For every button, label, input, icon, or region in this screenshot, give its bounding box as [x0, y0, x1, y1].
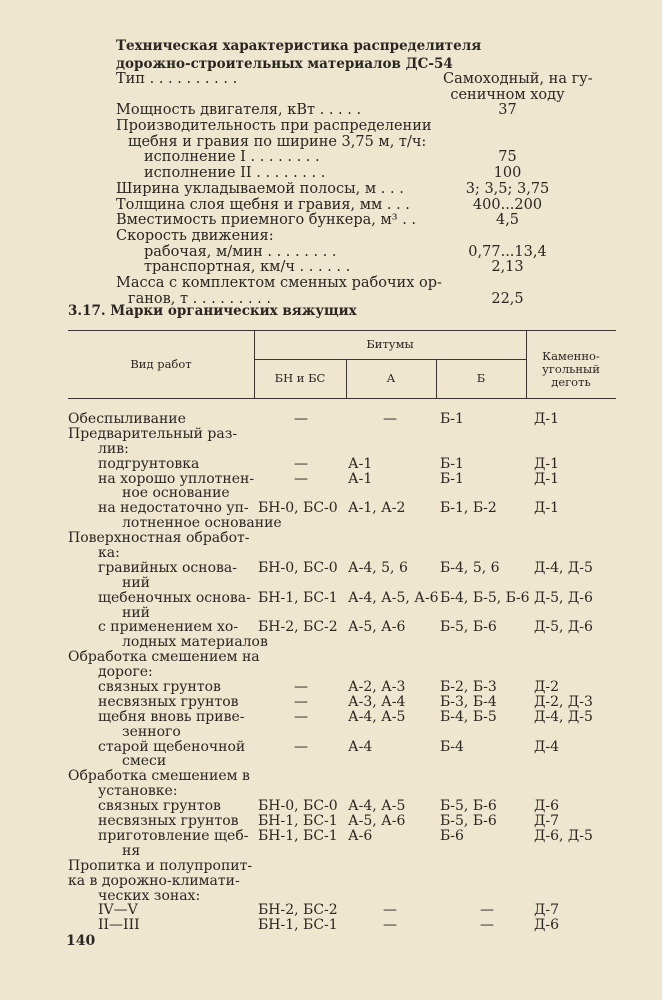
work-type-cell: гравийных основа- [98, 559, 237, 576]
table-row [68, 680, 628, 695]
work-type-cell: щебня вновь приве- [98, 708, 245, 725]
spec-label: исполнение I . . . . . . . . [144, 149, 320, 166]
work-type-cell: Поверхностная обработ- [68, 530, 250, 547]
spec-label: щебня и гравия по ширине 3,75 м, т/ч: [128, 133, 427, 150]
bitumen-b-cell: Б-3, Б-4 [440, 693, 497, 710]
tar-cell: Д-1 [534, 470, 560, 487]
table-top-rule [68, 330, 616, 331]
bitumen-b-cell: Б-2, Б-3 [440, 679, 497, 696]
bn-bs-cell: БН-1, БС-1 [258, 917, 338, 934]
spec-value: 37 [498, 102, 517, 119]
tar-cell: Д-2 [534, 679, 560, 696]
bn-bs-cell: — [294, 411, 308, 427]
bn-bs-cell: — [294, 693, 308, 710]
table-row [68, 606, 628, 621]
table-row [68, 889, 628, 904]
work-type-cell: ное основание [122, 485, 230, 502]
spec-row [116, 103, 586, 119]
bn-bs-cell: БН-1, БС-1 [258, 813, 338, 830]
header-tar-line2: угольный [542, 362, 600, 376]
spec-label: Скорость движения: [116, 227, 274, 244]
table-row [68, 740, 628, 755]
bitumen-a-cell: — [383, 411, 397, 427]
header-bitumens: Битумы [366, 337, 414, 351]
table-row [68, 859, 628, 874]
table-row [68, 561, 628, 576]
tar-cell: Д-4, Д-5 [534, 708, 593, 725]
tar-cell: Д-4 [534, 738, 560, 755]
table-row [68, 784, 628, 799]
spec-row [116, 150, 586, 166]
tar-cell: Д-1 [534, 411, 560, 427]
spec-value: 400...200 [472, 196, 543, 213]
tar-cell: Д-7 [534, 813, 560, 830]
table-row [68, 844, 628, 859]
spec-label: Тип . . . . . . . . . . [116, 71, 238, 87]
tar-cell: Д-6, Д-5 [534, 827, 593, 844]
work-type-cell: дороге: [98, 664, 153, 681]
table-row [68, 769, 628, 784]
spec-value: 75 [498, 149, 517, 166]
table-row [68, 918, 628, 933]
table-row [68, 620, 628, 635]
table-row [68, 472, 628, 487]
table-row [68, 635, 628, 650]
bn-bs-cell: БН-2, БС-2 [258, 902, 338, 919]
bn-bs-cell: — [294, 455, 308, 472]
spec-label: Вместимость приемного бункера, м³ . . [116, 212, 417, 229]
spec-row [116, 135, 586, 151]
tar-cell: Д-5, Д-6 [534, 589, 593, 606]
section-title: 3.17. Марки органических вяжущих [68, 303, 357, 319]
spec-label: ганов, т . . . . . . . . . [128, 290, 272, 307]
work-type-cell: ка в дорожно-климати- [68, 872, 240, 889]
spec-label: исполнение II . . . . . . . . [144, 165, 326, 182]
page-number: 140 [66, 933, 96, 949]
bitumen-b-cell: Б-1 [440, 470, 464, 487]
spec-row [116, 71, 593, 88]
spec-value: 3; 3,5; 3,75 [465, 180, 550, 197]
bitumen-a-cell: А-1 [348, 470, 373, 487]
bn-bs-cell: — [294, 708, 308, 725]
spec-row [116, 276, 586, 292]
work-type-cell: щебеночных основа- [98, 589, 251, 606]
spec-row [116, 260, 586, 276]
table-row [68, 501, 628, 516]
spec-title-line1: Техническая характеристика распределителя [116, 38, 482, 54]
table-row [68, 486, 628, 501]
table-row [68, 874, 628, 889]
tar-cell: Д-7 [534, 902, 560, 919]
header-mid-rule [254, 359, 526, 360]
bn-bs-cell: БН-0, БС-0 [258, 798, 338, 815]
work-type-cell: Обработка смешением в [68, 768, 250, 785]
table-row [68, 814, 628, 829]
work-type-cell: смеси [122, 753, 167, 770]
bitumen-a-cell: — [383, 902, 397, 919]
spec-value: сеничном ходу [450, 86, 565, 103]
work-type-cell: установке: [98, 783, 178, 800]
bitumen-a-cell: А-4, 5, 6 [348, 559, 408, 576]
bn-bs-cell: БН-0, БС-0 [258, 559, 338, 576]
work-type-cell: связных грунтов [98, 679, 221, 696]
spec-label: Мощность двигателя, кВт . . . . . [116, 102, 362, 119]
bitumen-a-cell: А-3, А-4 [348, 693, 406, 710]
bitumen-a-cell: А-5, А-6 [348, 619, 406, 636]
work-type-cell: ческих зонах: [98, 887, 201, 904]
spec-value: Самоходный, на гу- [443, 71, 593, 87]
bitumen-b-cell: Б-5, Б-6 [440, 619, 497, 636]
work-type-cell: Предварительный раз- [68, 425, 238, 442]
table-row [68, 576, 628, 591]
bn-bs-cell: — [294, 738, 308, 755]
work-type-cell: ня [122, 842, 141, 859]
spec-label: Толщина слоя щебня и гравия, мм . . . [116, 196, 410, 213]
table-row [68, 754, 628, 769]
bitumen-b-cell: Б-4, Б-5, Б-6 [440, 589, 530, 606]
spec-row [116, 182, 586, 198]
header-tar [526, 350, 616, 389]
spec-row [116, 166, 586, 182]
bn-bs-cell: БН-1, БС-1 [258, 827, 338, 844]
spec-list [116, 71, 593, 307]
table-row [68, 710, 628, 725]
bn-bs-cell: БН-1, БС-1 [258, 589, 338, 606]
spec-row [116, 88, 586, 104]
work-type-cell: II—III [98, 917, 140, 934]
work-type-cell: лодных материалов [122, 634, 268, 651]
tar-cell: Д-4, Д-5 [534, 559, 593, 576]
bn-bs-cell: — [294, 470, 308, 487]
tar-cell: Д-1 [534, 500, 560, 517]
work-type-cell: IV—V [98, 902, 138, 919]
header-bottom-rule [68, 398, 616, 399]
header-tar-line3: деготь [551, 375, 591, 389]
spec-value: 22,5 [491, 290, 524, 307]
header-work-type: Вид работ [130, 357, 192, 371]
binders-table-body [68, 412, 628, 933]
work-type-cell: Обеспыливание [68, 411, 186, 427]
bitumen-b-cell: Б-1 [440, 411, 464, 427]
table-row [68, 665, 628, 680]
work-type-cell: связных грунтов [98, 798, 221, 815]
bitumen-a-cell: А-6 [348, 827, 373, 844]
table-row [68, 799, 628, 814]
spec-title-line2: дорожно-строительных материалов ДС-54 [116, 56, 453, 72]
work-type-cell: несвязных грунтов [98, 813, 239, 830]
bitumen-a-cell: А-2, А-3 [348, 679, 406, 696]
header-a: А [386, 371, 396, 385]
spec-title [116, 37, 481, 73]
table-row [68, 903, 628, 918]
spec-row [116, 119, 586, 135]
work-type-cell: Пропитка и полупропит- [68, 857, 253, 874]
work-type-cell: лотненное основание [122, 515, 282, 532]
work-type-cell: лив: [98, 440, 129, 457]
table-row [68, 531, 628, 546]
spec-label: Ширина укладываемой полосы, м . . . [116, 180, 404, 197]
table-row [68, 829, 628, 844]
bitumen-a-cell: А-5, А-6 [348, 813, 406, 830]
bitumen-a-cell: — [383, 917, 397, 934]
spec-row [116, 213, 586, 229]
spec-label: транспортная, км/ч . . . . . . [144, 259, 351, 276]
table-row [68, 546, 628, 561]
table-row [68, 412, 628, 427]
bitumen-a-cell: А-4, А-5 [348, 708, 406, 725]
work-type-cell: приготовление щеб- [98, 827, 249, 844]
bitumen-a-cell: А-4 [348, 738, 373, 755]
bitumen-a-cell: А-4, А-5, А-6 [348, 589, 439, 606]
tar-cell: Д-5, Д-6 [534, 619, 593, 636]
spec-value: 100 [493, 165, 522, 182]
spec-value: 4,5 [495, 212, 520, 229]
table-row [68, 695, 628, 710]
bitumen-b-cell: Б-1 [440, 455, 464, 472]
bitumen-a-cell: А-1, А-2 [348, 500, 406, 517]
table-row [68, 457, 628, 472]
spec-value: 2,13 [491, 259, 524, 276]
spec-row [116, 245, 586, 261]
header-tar-line1: Каменно- [542, 349, 600, 363]
bitumen-b-cell: — [480, 917, 494, 934]
work-type-cell: ний [122, 604, 150, 621]
work-type-cell: Обработка смешением на [68, 649, 260, 666]
bitumen-b-cell: — [480, 902, 494, 919]
work-type-cell: ка: [98, 545, 120, 562]
header-b: Б [476, 371, 486, 385]
spec-row [116, 198, 586, 214]
spec-value: 0,77...13,4 [468, 243, 547, 260]
spec-row [116, 229, 586, 245]
tar-cell: Д-1 [534, 455, 560, 472]
bitumen-b-cell: Б-4 [440, 738, 464, 755]
work-type-cell: старой щебеночной [98, 738, 246, 755]
bitumen-b-cell: Б-4, Б-5 [440, 708, 497, 725]
spec-label: рабочая, м/мин . . . . . . . . [144, 243, 337, 260]
bn-bs-cell: БН-2, БС-2 [258, 619, 338, 636]
bitumen-a-cell: А-1 [348, 455, 373, 472]
bn-bs-cell: — [294, 679, 308, 696]
header-bn-bs: БН и БС [274, 371, 326, 385]
table-row [68, 650, 628, 665]
spec-label: Масса с комплектом сменных рабочих ор- [116, 274, 442, 291]
bitumen-a-cell: А-4, А-5 [348, 798, 406, 815]
table-row [68, 591, 628, 606]
table-row [68, 442, 628, 457]
spec-label: Производительность при распределении [116, 118, 432, 135]
work-type-cell: зенного [122, 723, 181, 740]
work-type-cell: подгрунтовка [98, 455, 200, 472]
bitumen-b-cell: Б-4, 5, 6 [440, 559, 500, 576]
bn-bs-cell: БН-0, БС-0 [258, 500, 338, 517]
work-type-cell: на хорошо уплотнен- [98, 470, 255, 487]
tar-cell: Д-2, Д-3 [534, 693, 593, 710]
tar-cell: Д-6 [534, 917, 560, 934]
table-row [68, 725, 628, 740]
table-row [68, 427, 628, 442]
table-row [68, 516, 628, 531]
bitumen-b-cell: Б-5, Б-6 [440, 798, 497, 815]
work-type-cell: ний [122, 574, 150, 591]
bitumen-b-cell: Б-1, Б-2 [440, 500, 497, 517]
tar-cell: Д-6 [534, 798, 560, 815]
work-type-cell: на недостаточно уп- [98, 500, 249, 517]
bitumen-b-cell: Б-5, Б-6 [440, 813, 497, 830]
work-type-cell: несвязных грунтов [98, 693, 239, 710]
work-type-cell: с применением хо- [98, 619, 239, 636]
bitumen-b-cell: Б-6 [440, 827, 464, 844]
